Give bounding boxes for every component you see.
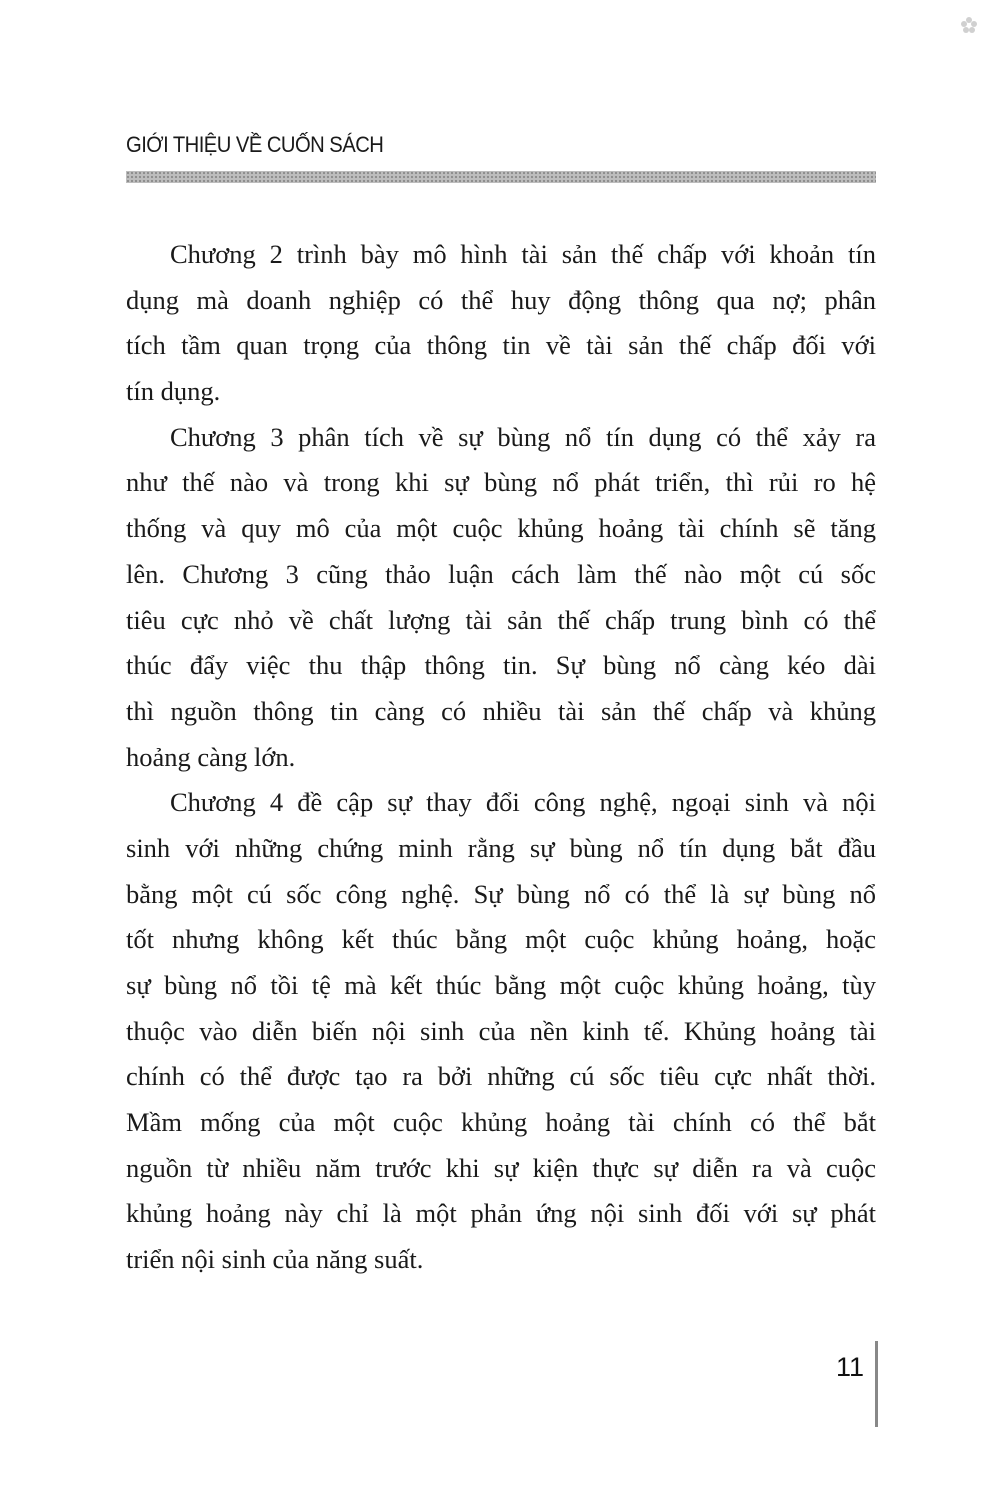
text-line: Chương 2 trình bày mô hình tài sản thế chấp với khoản tín — [170, 239, 876, 269]
body-text — [126, 232, 876, 1283]
paragraph — [126, 780, 876, 1283]
text-line: triển nội sinh của năng suất. — [126, 1244, 424, 1275]
text-line: thống và quy mô của một cuộc khủng hoảng tài chính sẽ tăng — [126, 513, 876, 544]
page-number: 11 — [836, 1352, 865, 1382]
text-line: hoảng càng lớn. — [126, 741, 296, 772]
text-line: khủng hoảng này chỉ là một phản ứng nội sinh đối với sự phát — [126, 1198, 876, 1229]
paragraph — [126, 415, 876, 781]
text-line: sinh với những chứng minh rằng sự bùng nổ tín dụng bắt đầu — [126, 832, 876, 863]
text-line: Mầm mống của một cuộc khủng hoảng tài chính có thể bắt — [126, 1107, 876, 1138]
running-header: GIỚI THIỆU VỀ CUỐN SÁCH — [126, 132, 384, 157]
paragraph — [126, 232, 876, 415]
text-line: tiêu cực nhỏ về chất lượng tài sản thế chấp trung bình có thể — [126, 604, 876, 635]
text-line: Chương 3 phân tích về sự bùng nổ tín dụng có thể xảy ra — [170, 421, 876, 452]
text-line: Chương 4 đề cập sự thay đổi công nghệ, ngoại sinh và nội — [170, 787, 876, 818]
header-rule — [126, 171, 876, 183]
text-line: bằng một cú sốc công nghệ. Sự bùng nổ có thể là sự bùng nổ — [126, 878, 876, 909]
text-line: lên. Chương 3 cũng thảo luận cách làm thế nào một cú sốc — [126, 558, 876, 589]
text-line: tín dụng. — [126, 376, 221, 407]
text-line: nguồn từ nhiều năm trước khi sự kiện thực sự diễn ra và cuộc — [126, 1152, 876, 1183]
text-line: sự bùng nổ tồi tệ mà kết thúc bằng một cuộc khủng hoảng, tùy — [126, 970, 876, 1000]
text-line: thúc đẩy việc thu thập thông tin. Sự bùng nổ càng kéo dài — [126, 650, 876, 681]
flower-icon — [960, 16, 978, 34]
text-line: thì nguồn thông tin càng có nhiều tài sản thế chấp và khủng — [126, 695, 876, 726]
text-line: như thế nào và trong khi sự bùng nổ phát triển, thì rủi ro hệ — [126, 467, 876, 498]
text-line: chính có thể được tạo ra bởi những cú sốc tiêu cực nhất thời. — [126, 1061, 876, 1092]
page-number-rule — [875, 1341, 878, 1427]
text-line: tốt nhưng không kết thúc bằng một cuộc khủng hoảng, hoặc — [126, 924, 876, 955]
text-line: tích tầm quan trọng của thông tin về tài sản thế chấp đối với — [126, 330, 876, 361]
text-line: thuộc vào diễn biến nội sinh của nền kinh tế. Khủng hoảng tài — [126, 1015, 876, 1046]
text-line: dụng mà doanh nghiệp có thể huy động thông qua nợ; phân — [126, 284, 876, 315]
